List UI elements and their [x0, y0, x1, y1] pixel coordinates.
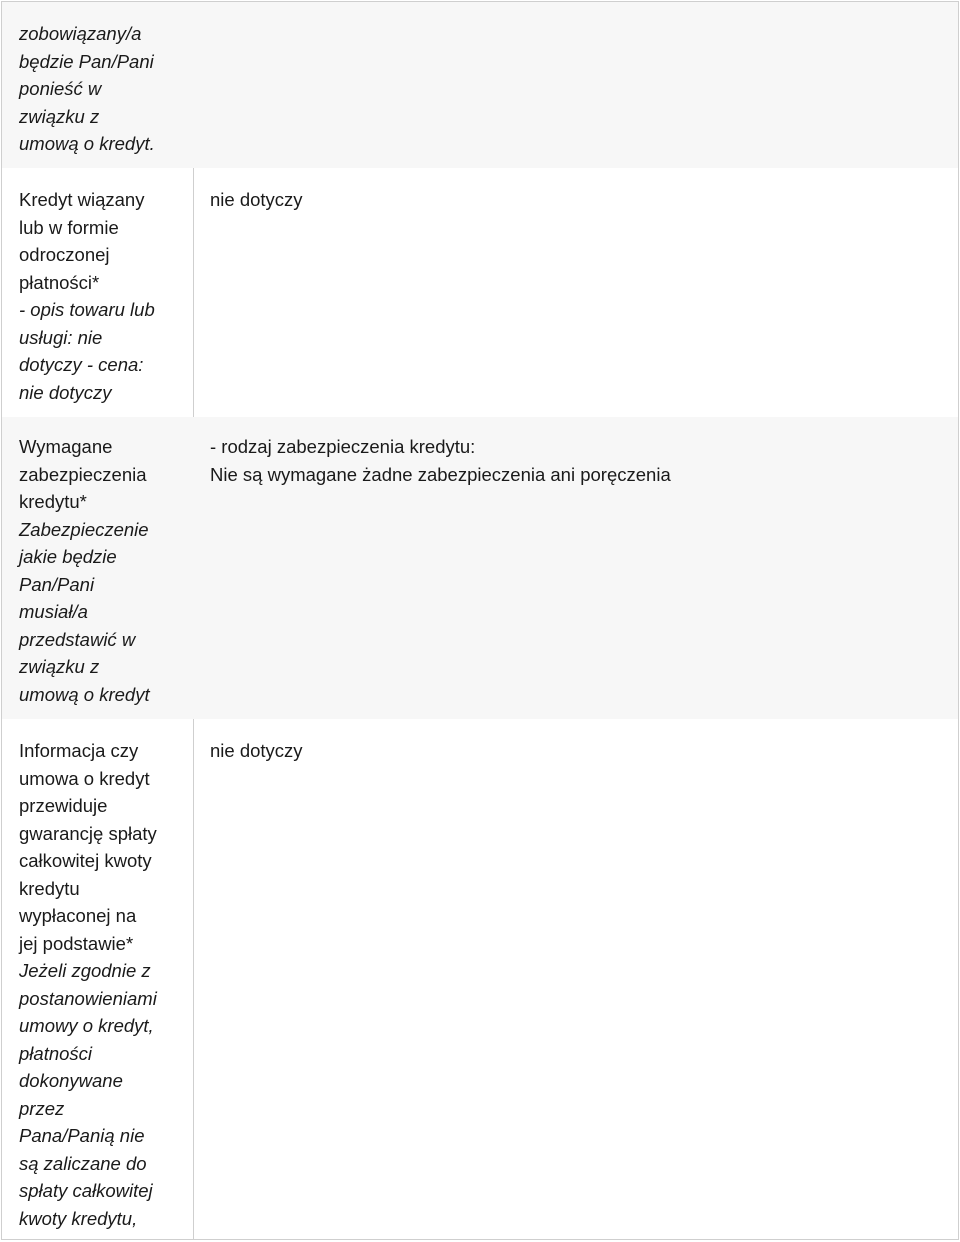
label-text-line: kwoty kredytu,: [19, 1207, 138, 1229]
info-table: [1, 1, 959, 1240]
value-text-line: nie dotyczy: [210, 740, 303, 761]
row-value-cell: [194, 417, 958, 488]
label-text-line: jakie będzie: [19, 546, 117, 567]
label-text-line: Jeżeli zgodnie z: [19, 960, 151, 981]
row-label-cell: [2, 417, 193, 708]
label-text-line: - opis towaru lub: [19, 299, 155, 320]
row-label-cell: [2, 168, 193, 406]
label-text-line: spłaty całkowitej: [19, 1180, 153, 1201]
label-text-line: Zabezpieczenie: [19, 518, 149, 540]
table-row-tied-credit: [2, 168, 958, 417]
label-text-line: dotyczy - cena:: [19, 354, 144, 375]
value-text-line: nie dotyczy: [210, 189, 303, 210]
label-text-line: są zaliczane do: [19, 1152, 147, 1174]
label-text-line: całkowitej kwoty: [19, 850, 152, 871]
label-text-line: związku z: [19, 656, 100, 677]
value-text-line: Nie są wymagane żadne zabezpieczenia ani poręczenia: [210, 463, 671, 485]
value-text-line: - rodzaj zabezpieczenia kredytu:: [210, 436, 476, 457]
label-text-line: umowy o kredyt,: [19, 1015, 154, 1036]
row-label-cell: [2, 719, 193, 1232]
label-text-line: Pana/Panią nie: [19, 1125, 145, 1146]
row-label-cell: [2, 2, 193, 158]
label-text-line: usługi: nie: [19, 326, 103, 348]
label-text-line: zabezpieczenia: [19, 463, 147, 485]
label-text-line: przez: [19, 1097, 65, 1119]
label-text-line: umową o kredyt: [19, 683, 150, 705]
table-row-costs-continuation: [2, 2, 958, 168]
label-text-line: dokonywane: [19, 1070, 123, 1091]
label-text-line: umowa o kredyt: [19, 767, 150, 789]
label-text-line: lub w formie: [19, 216, 119, 238]
label-text-line: zobowiązany/a: [19, 23, 142, 44]
label-text-line: Pan/Pani: [19, 573, 95, 595]
label-text-line: przedstawić w: [19, 628, 136, 650]
label-text-line: Wymagane: [19, 436, 113, 457]
label-text-line: wypłaconej na: [19, 905, 137, 926]
label-text-line: związku z: [19, 105, 100, 127]
label-text-line: płatności*: [19, 271, 100, 293]
row-value-cell: [194, 168, 958, 214]
label-text-line: kredytu*: [19, 491, 87, 512]
label-text-line: kredytu: [19, 877, 80, 899]
table-row-required-security: [2, 417, 958, 719]
label-text-line: przewiduje: [19, 795, 108, 816]
table-row-repayment-guarantee: [2, 719, 958, 1241]
label-text-line: ponieść w: [19, 78, 102, 99]
label-text-line: Kredyt wiązany: [19, 189, 145, 210]
label-text-line: nie dotyczy: [19, 381, 112, 403]
label-text-line: odroczonej: [19, 244, 110, 265]
label-text-line: postanowieniami: [19, 987, 157, 1009]
label-text-line: gwarancję spłaty: [19, 822, 157, 844]
label-text-line: płatności: [19, 1042, 93, 1064]
row-value-cell: [194, 719, 958, 765]
label-text-line: będzie Pan/Pani: [19, 50, 154, 72]
label-text-line: jej podstawie*: [19, 932, 134, 954]
label-text-line: musiał/a: [19, 601, 88, 622]
label-text-line: Informacja czy: [19, 740, 139, 761]
label-text-line: umową o kredyt.: [19, 133, 155, 154]
